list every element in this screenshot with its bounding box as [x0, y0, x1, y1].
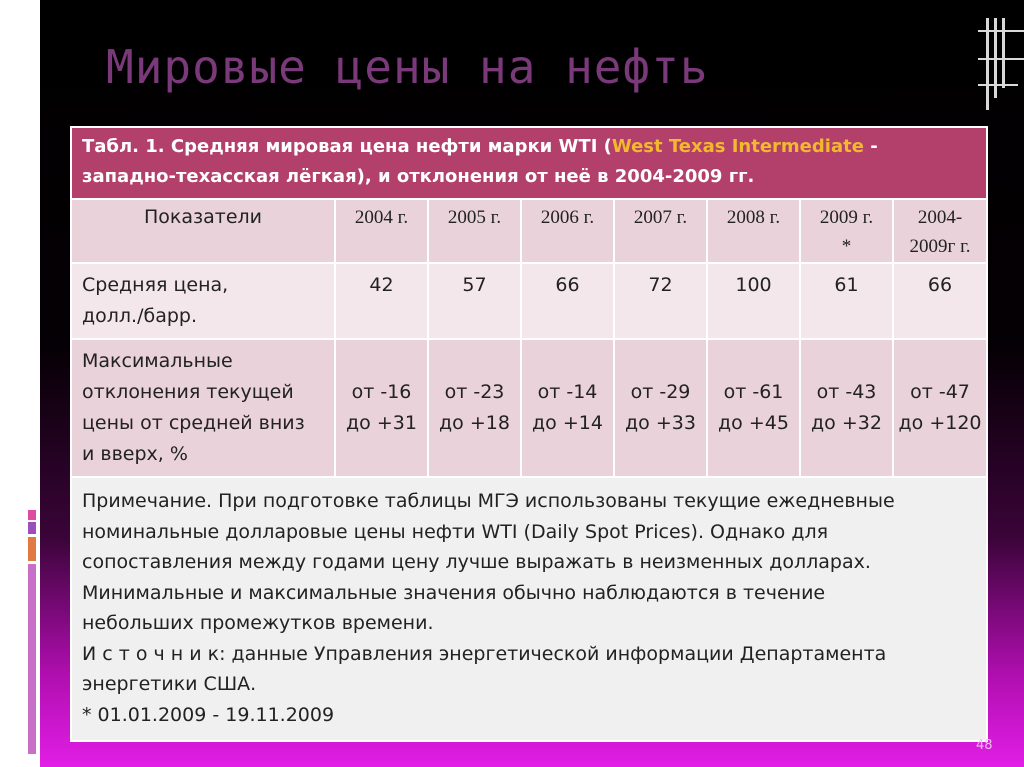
- accent-bar-purple: [28, 522, 36, 534]
- avg-price-row: [71, 263, 987, 339]
- deviation-row: [71, 339, 987, 477]
- table-cell: 66: [521, 263, 614, 339]
- column-header: 2008 г.: [707, 199, 800, 263]
- column-header: 2007 г.: [614, 199, 707, 263]
- slide-title: Мировые цены на нефть: [106, 40, 709, 94]
- deviation-label: Максимальные отклонения текущей цены от средней вниз и вверх, %: [71, 339, 335, 477]
- column-header: 2004- 2009г г.: [893, 199, 987, 263]
- table-caption-row: [71, 127, 987, 199]
- table-cell: от -29 до +33: [614, 339, 707, 477]
- page-number: 48: [976, 738, 993, 753]
- column-header: 2006 г.: [521, 199, 614, 263]
- column-header: 2009 г. *: [800, 199, 893, 263]
- wti-highlight: West Texas Intermediate: [611, 136, 864, 157]
- table-cell: 72: [614, 263, 707, 339]
- table-cell: 100: [707, 263, 800, 339]
- accent-bar-pink: [28, 510, 36, 520]
- note-row: [71, 477, 987, 741]
- column-header: 2004 г.: [335, 199, 428, 263]
- table-header-row: [71, 199, 987, 263]
- table-cell: от -47 до +120: [893, 339, 987, 477]
- table-cell: от -16 до +31: [335, 339, 428, 477]
- column-header: 2005 г.: [428, 199, 521, 263]
- avg-price-label: Средняя цена, долл./барр.: [71, 263, 335, 339]
- header-label: Показатели: [71, 199, 335, 263]
- table-cell: 61: [800, 263, 893, 339]
- table-cell: 42: [335, 263, 428, 339]
- table-cell: от -61 до +45: [707, 339, 800, 477]
- table-note: Примечание. При подготовке таблицы МГЭ использованы текущие ежедневные номинальные долларовые цены нефти WTI (Daily Spot Prices). Однако для сопоставления между годами цену лучше выражать в неизменных долларах. Минимальные и максимальные значения обычно наблюдаются в течение небольших промежутков времени. И с т о ч н и к: данные Управления энергетической информации Департамента энергетики США. * 01.01.2009 - 19.11.2009: [71, 477, 987, 741]
- table-cell: от -23 до +18: [428, 339, 521, 477]
- table-cell: от -14 до +14: [521, 339, 614, 477]
- left-accent-strip: [0, 0, 40, 767]
- table-cell: 66: [893, 263, 987, 339]
- corner-decoration: [978, 0, 1024, 110]
- oil-price-table: [70, 126, 988, 742]
- table-caption: Табл. 1. Средняя мировая цена нефти марки WTI (West Texas Intermediate - западно-техасская лёгкая), и отклонения от неё в 2004-2009 гг.: [71, 127, 987, 199]
- accent-bar-lilac: [28, 564, 36, 754]
- accent-bar-orange: [28, 537, 36, 561]
- table-cell: от -43 до +32: [800, 339, 893, 477]
- table-cell: 57: [428, 263, 521, 339]
